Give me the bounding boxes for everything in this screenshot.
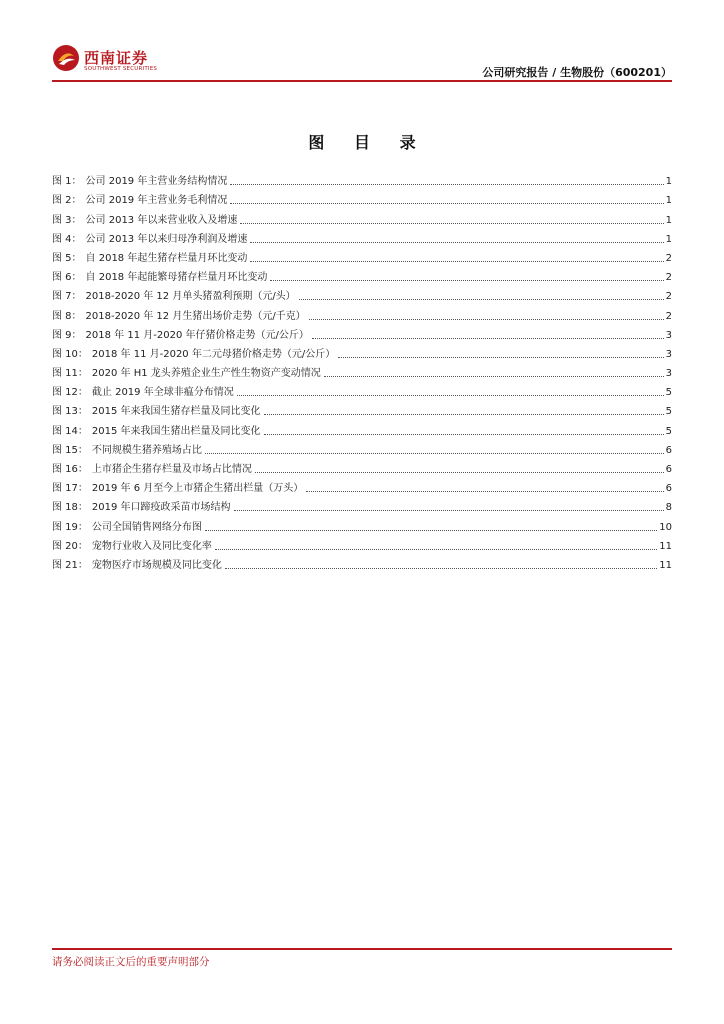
toc-entry-page[interactable]: 11 xyxy=(659,559,672,571)
toc-entry-number: 图 12： xyxy=(52,387,88,399)
toc-entry-page[interactable]: 6 xyxy=(665,464,672,475)
toc-entry-page[interactable]: 1 xyxy=(665,176,672,188)
brand-name-en: SOUTHWEST SECURITIES xyxy=(84,66,158,72)
toc-entry-number: 图 16： xyxy=(52,464,88,475)
toc-entry[interactable] xyxy=(52,284,672,303)
toc-dot-leader xyxy=(264,414,664,415)
toc-entry-page[interactable]: 8 xyxy=(665,502,672,514)
toc-entry-page[interactable]: 11 xyxy=(659,540,672,552)
toc-entry-title[interactable]: 自 2018 年起能繁母猪存栏量月环比变动 xyxy=(85,272,268,284)
toc-entry-title[interactable]: 宠物医疗市场规模及同比变化 xyxy=(91,559,222,571)
toc-dot-leader xyxy=(225,568,657,569)
toc-entry[interactable] xyxy=(52,227,672,246)
toc-entry-title[interactable]: 2018 年 11 月-2020 年仔猪价格走势（元/公斤） xyxy=(85,329,309,341)
toc-dot-leader xyxy=(205,530,657,531)
toc-entry[interactable] xyxy=(52,380,672,399)
toc-entry-number: 图 15： xyxy=(52,444,88,456)
toc-entry-page[interactable]: 6 xyxy=(665,483,672,495)
toc-entry-title[interactable]: 公司 2013 年以来营业收入及增速 xyxy=(85,214,238,226)
toc-entry-number: 图 14： xyxy=(52,425,88,437)
toc-dot-leader xyxy=(234,510,664,511)
toc-entry-title[interactable]: 上市猪企生猪存栏量及市场占比情况 xyxy=(91,464,252,475)
toc-entry[interactable] xyxy=(52,188,672,207)
toc-dot-leader xyxy=(309,319,664,320)
toc-entry-title[interactable]: 2020 年 H1 龙头养殖企业生产性生物资产变动情况 xyxy=(91,368,321,380)
toc-entry-title[interactable]: 不同规模生猪养殖场占比 xyxy=(91,444,202,456)
toc-entry-number: 图 1： xyxy=(52,176,82,188)
toc-entry-number: 图 6： xyxy=(52,272,82,284)
report-label: 公司研究报告 / 生物股份（600201） xyxy=(482,66,672,79)
toc-entry-title[interactable]: 公司 2019 年主营业务结构情况 xyxy=(85,176,228,188)
toc-entry-page[interactable]: 1 xyxy=(665,214,672,226)
toc-entry-page[interactable]: 5 xyxy=(665,425,672,437)
toc-dot-leader xyxy=(324,376,664,377)
toc-entry-title[interactable]: 公司 2019 年主营业务毛利情况 xyxy=(85,195,228,207)
toc-entry[interactable] xyxy=(52,514,672,533)
toc-entry-page[interactable]: 10 xyxy=(659,521,672,533)
toc-dot-leader xyxy=(205,453,664,454)
toc-entry-page[interactable]: 5 xyxy=(665,387,672,399)
toc-entry[interactable] xyxy=(52,495,672,514)
toc-entry-number: 图 2： xyxy=(52,195,82,207)
toc-entry[interactable] xyxy=(52,169,672,188)
toc-dot-leader xyxy=(299,299,664,300)
toc-entry-number: 图 7： xyxy=(52,291,82,303)
toc-entry-number: 图 17： xyxy=(52,483,88,495)
toc-entry[interactable] xyxy=(52,418,672,437)
toc-entry-page[interactable]: 1 xyxy=(665,195,672,207)
toc-entry[interactable] xyxy=(52,457,672,476)
toc-entry-number: 图 10： xyxy=(52,348,88,360)
toc-entry-page[interactable]: 1 xyxy=(665,233,672,245)
toc-entry-title[interactable]: 截止 2019 年全球非瘟分布情况 xyxy=(91,387,234,399)
toc-entry-title[interactable]: 2019 年 6 月至今上市猪企生猪出栏量（万头） xyxy=(91,483,304,495)
footer-divider xyxy=(52,948,672,950)
toc-entry-number: 图 5： xyxy=(52,252,82,264)
toc-dot-leader xyxy=(250,242,663,243)
toc-entry[interactable] xyxy=(52,438,672,457)
toc-entry[interactable] xyxy=(52,342,672,361)
footer-disclaimer: 请务必阅读正文后的重要声明部分 xyxy=(52,956,210,968)
toc-entry-page[interactable]: 2 xyxy=(665,291,672,303)
brand-logo xyxy=(52,44,172,76)
toc-entry-page[interactable]: 2 xyxy=(665,310,672,322)
toc-dot-leader xyxy=(306,491,663,492)
page-title: 图 目 录 xyxy=(308,133,428,152)
toc-dot-leader xyxy=(237,395,664,396)
toc-dot-leader xyxy=(312,338,664,339)
brand-name-cn: 西南证券 xyxy=(84,49,149,67)
toc-entry-title[interactable]: 2018 年 11 月-2020 年二元母猪价格走势（元/公斤） xyxy=(91,348,336,360)
toc-entry[interactable] xyxy=(52,476,672,495)
toc-entry-number: 图 8： xyxy=(52,310,82,322)
header-divider xyxy=(52,80,672,82)
toc-dot-leader xyxy=(250,261,663,262)
toc-entry-page[interactable]: 3 xyxy=(665,329,672,341)
toc-dot-leader xyxy=(264,434,664,435)
toc-entry[interactable] xyxy=(52,303,672,322)
toc-entry[interactable] xyxy=(52,361,672,380)
toc-dot-leader xyxy=(338,357,663,358)
toc-entry[interactable] xyxy=(52,323,672,342)
toc-entry-page[interactable]: 3 xyxy=(665,368,672,380)
toc-entry-title[interactable]: 公司全国销售网络分布图 xyxy=(91,521,202,533)
toc-entry-page[interactable]: 3 xyxy=(665,348,672,360)
toc-dot-leader xyxy=(240,223,663,224)
toc-dot-leader xyxy=(230,203,663,204)
toc-entry-number: 图 18： xyxy=(52,502,88,514)
toc-entry-title[interactable]: 宠物行业收入及同比变化率 xyxy=(91,540,212,552)
toc-entry[interactable] xyxy=(52,553,672,572)
toc-dot-leader xyxy=(215,549,657,550)
toc-entry-number: 图 11： xyxy=(52,368,88,380)
southwest-securities-logo-icon xyxy=(52,44,80,72)
toc-dot-leader xyxy=(230,184,663,185)
toc-entry[interactable] xyxy=(52,534,672,553)
toc-entry-title[interactable]: 2019 年口蹄疫政采苗市场结构 xyxy=(91,502,231,514)
toc-entry-number: 图 13： xyxy=(52,406,88,418)
toc-entry-title[interactable]: 2015 年来我国生猪出栏量及同比变化 xyxy=(91,425,261,437)
toc-entry-number: 图 21： xyxy=(52,559,88,571)
toc-entry[interactable] xyxy=(52,246,672,265)
toc-entry-page[interactable]: 2 xyxy=(665,252,672,264)
toc-entry-number: 图 20： xyxy=(52,540,88,552)
toc-entry-page[interactable]: 2 xyxy=(665,272,672,284)
toc-entry-title[interactable]: 2018-2020 年 12 月单头猪盈利预期（元/头） xyxy=(85,291,296,303)
toc-entry-page[interactable]: 5 xyxy=(665,406,672,418)
toc-entry[interactable] xyxy=(52,207,672,226)
toc-entry-title[interactable]: 自 2018 年起生猪存栏量月环比变动 xyxy=(85,252,248,264)
toc-entry[interactable] xyxy=(52,265,672,284)
toc-entry-number: 图 3： xyxy=(52,214,82,226)
toc-entry-title[interactable]: 2015 年来我国生猪存栏量及同比变化 xyxy=(91,406,261,418)
toc-entry-number: 图 9： xyxy=(52,329,82,341)
toc-entry-page[interactable]: 6 xyxy=(665,444,672,456)
toc-dot-leader xyxy=(255,472,664,473)
toc-entry[interactable] xyxy=(52,399,672,418)
toc-entry-number: 图 4： xyxy=(52,233,82,245)
toc-entry-title[interactable]: 2018-2020 年 12 月生猪出场价走势（元/千克） xyxy=(85,310,306,322)
toc-dot-leader xyxy=(270,280,663,281)
toc-entry-number: 图 19： xyxy=(52,521,88,533)
figure-table-of-contents xyxy=(52,169,672,572)
toc-entry-title[interactable]: 公司 2013 年以来归母净利润及增速 xyxy=(85,233,248,245)
